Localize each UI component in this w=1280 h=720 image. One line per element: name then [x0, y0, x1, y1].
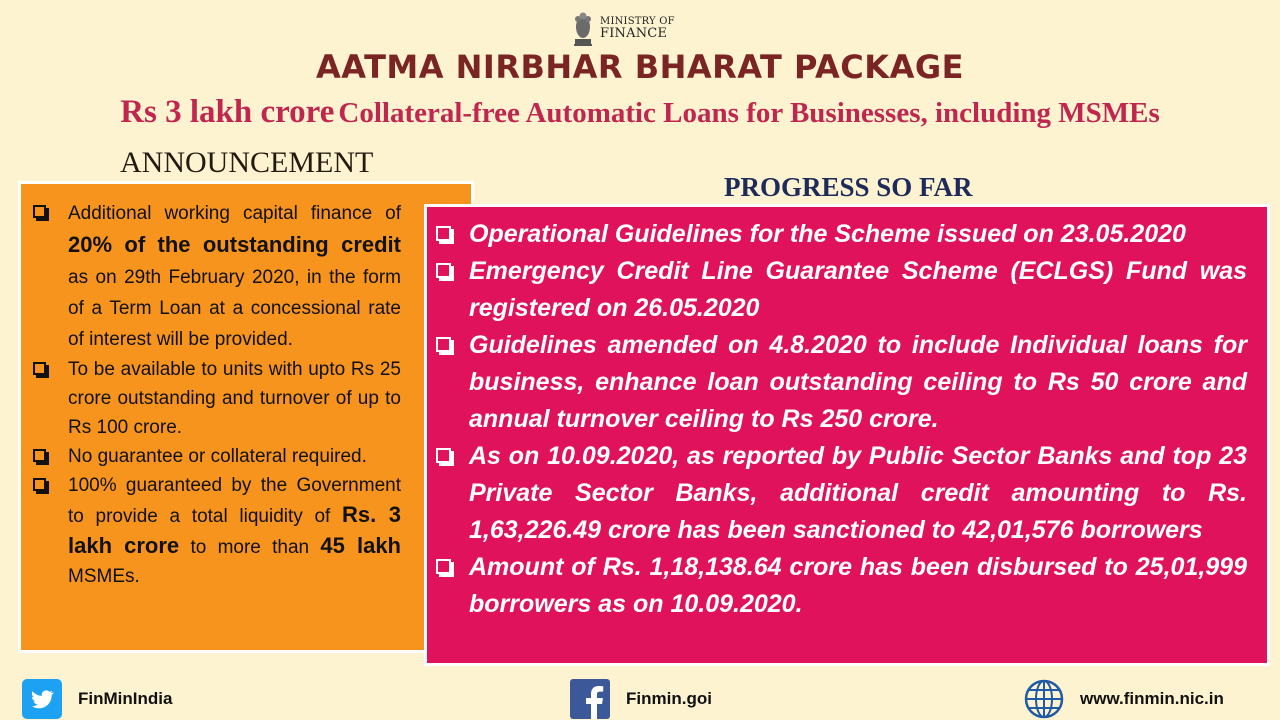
- footer-facebook[interactable]: [570, 679, 712, 719]
- progress-list: [435, 216, 1247, 623]
- progress-item: [435, 216, 1247, 253]
- progress-item: [435, 438, 1247, 549]
- progress-item: [435, 549, 1247, 623]
- checkbox-bullet-icon: [33, 449, 46, 462]
- announcement-heading: ANNOUNCEMENT: [120, 146, 374, 179]
- progress-heading: PROGRESS SO FAR: [724, 172, 973, 202]
- progress-text: As on 10.09.2020, as reported by Public Sector Banks and top 23 Private Sector Banks, additional credit amounting to Rs. 1,63,226.49 crore has been sanctioned to 42,01,576 borrowers: [469, 442, 1247, 544]
- footer-website[interactable]: [1024, 679, 1224, 719]
- checkbox-bullet-icon: [436, 226, 451, 241]
- progress-text: Guidelines amended on 4.8.2020 to include Individual loans for business, enhance loan outstanding ceiling to Rs 50 crore and annual turnover ceiling to Rs 250 crore.: [469, 331, 1247, 433]
- announcement-list: [32, 198, 401, 591]
- checkbox-bullet-icon: [436, 448, 451, 463]
- ministry-line1: MINISTRY OF: [600, 16, 675, 27]
- page-title: AATMA NIRBHAR BHARAT PACKAGE: [316, 48, 964, 86]
- checkbox-bullet-icon: [33, 478, 46, 491]
- twitter-handle[interactable]: FinMinIndia: [78, 689, 173, 708]
- globe-icon[interactable]: [1024, 679, 1064, 719]
- ministry-line2: FINANCE: [600, 26, 668, 41]
- twitter-icon[interactable]: [22, 679, 62, 719]
- emblem-icon: [572, 9, 594, 47]
- announcement-emphasis: 45 lakh: [320, 533, 401, 558]
- announcement-text: MSMEs.: [68, 566, 140, 587]
- announcement-box: [18, 181, 474, 653]
- announcement-item: [32, 355, 401, 442]
- announcement-text: Additional working capital finance of: [68, 203, 401, 224]
- progress-text: Operational Guidelines for the Scheme issued on 23.05.2020: [469, 220, 1186, 248]
- announcement-item: [32, 442, 401, 471]
- progress-box: [424, 204, 1270, 666]
- checkbox-bullet-icon: [436, 337, 451, 352]
- subtitle-text: Collateral-free Automatic Loans for Businesses, including MSMEs: [338, 97, 1160, 129]
- checkbox-bullet-icon: [33, 362, 46, 375]
- checkbox-bullet-icon: [33, 205, 46, 218]
- announcement-text: as on 29th February 2020, in the form of a Term Loan at a concessional rate of interest will be provided.: [68, 267, 401, 350]
- ministry-name: [600, 16, 675, 40]
- progress-item: [435, 253, 1247, 327]
- announcement-text: to more than: [179, 537, 321, 558]
- facebook-handle[interactable]: Finmin.goi: [626, 689, 712, 708]
- subtitle-amount: Rs 3 lakh crore: [120, 94, 335, 130]
- announcement-item: [32, 471, 401, 591]
- page-subtitle: [0, 94, 1280, 131]
- progress-text: Amount of Rs. 1,18,138.64 crore has been disbursed to 25,01,999 borrowers as on 10.09.2020.: [469, 553, 1247, 618]
- announcement-emphasis: 20% of the outstanding credit: [68, 232, 401, 257]
- footer-twitter[interactable]: [22, 679, 172, 719]
- announcement-text: To be available to units with upto Rs 25 crore outstanding and turnover of up to Rs 100 crore.: [68, 359, 401, 438]
- website-link[interactable]: www.finmin.nic.in: [1080, 689, 1224, 708]
- announcement-emphasis: Rs. 3 lakh crore: [68, 502, 401, 558]
- announcement-text: No guarantee or collateral required.: [68, 446, 367, 467]
- facebook-icon[interactable]: [570, 679, 610, 719]
- checkbox-bullet-icon: [436, 263, 451, 278]
- progress-text: Emergency Credit Line Guarantee Scheme (ECLGS) Fund was registered on 26.05.2020: [469, 257, 1247, 322]
- progress-item: [435, 327, 1247, 438]
- ministry-logo: [572, 6, 675, 50]
- announcement-text: 100% guaranteed by the Government to provide a total liquidity of: [68, 475, 401, 527]
- announcement-item: [32, 198, 401, 355]
- checkbox-bullet-icon: [436, 559, 451, 574]
